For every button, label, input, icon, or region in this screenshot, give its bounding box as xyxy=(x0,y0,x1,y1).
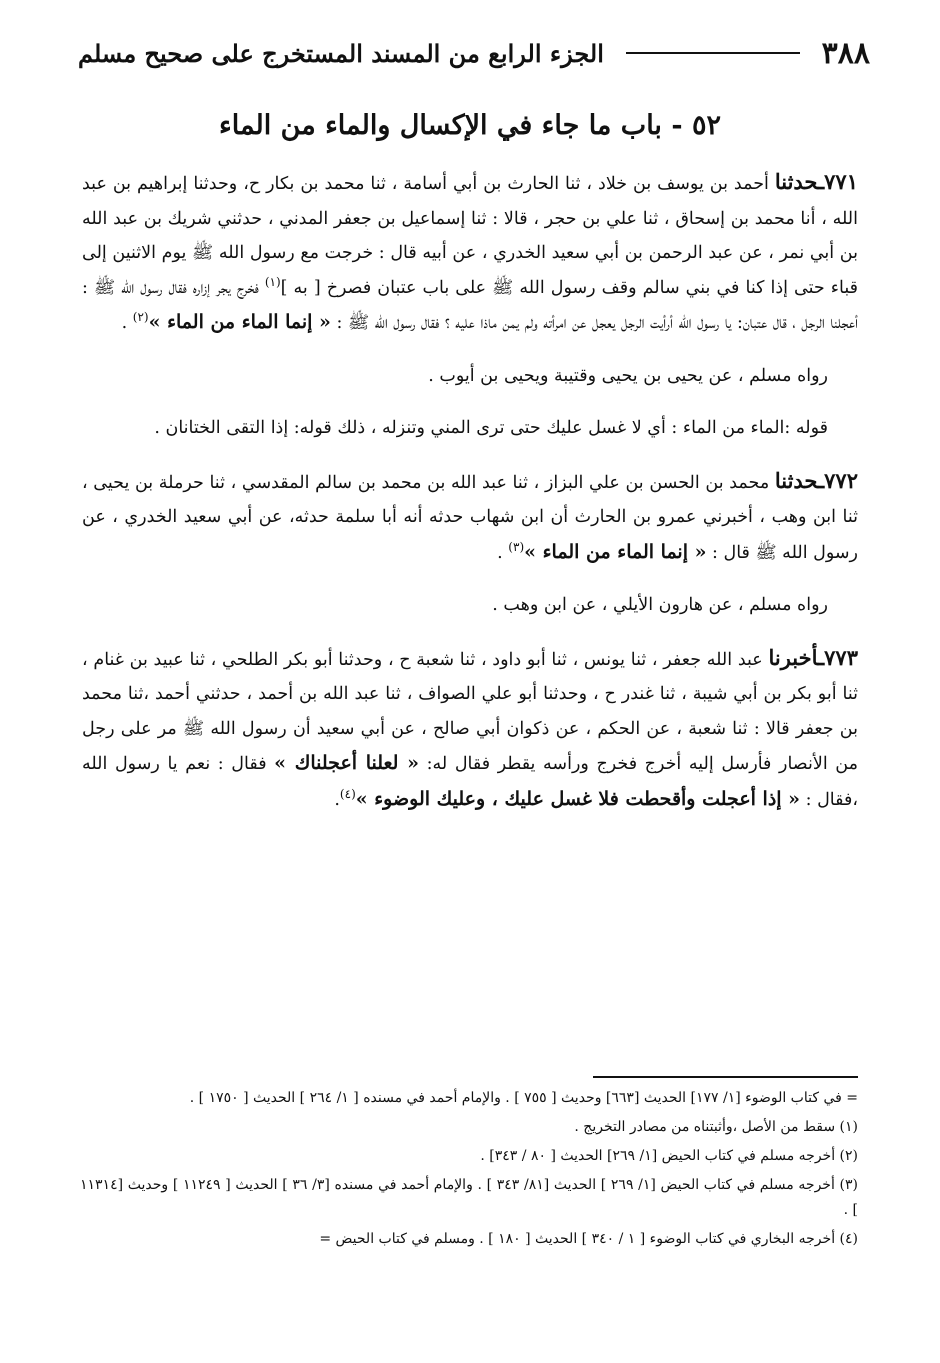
hadith-number: ٧٧٢ـ xyxy=(818,467,858,493)
footnote-4: (٤) أخرجه البخاري في كتاب الوضوء [ ١ / ٣٤٠ ] الحديث [ ١٨٠ ] . ومسلم في كتاب الحيض = xyxy=(319,1231,858,1247)
footnote-ref: (٢) xyxy=(132,310,149,325)
footnote-continued: = في كتاب الوضوء [١/ ١٧٧] الحديث [٦٦٣] وحديث [ ٧٥٥ ] . والإمام أحمد في مسنده [ ١/ ٢٦٤ ] الحديث [ ١٧٥٠ ] . xyxy=(189,1090,858,1106)
footnote-divider xyxy=(593,1076,858,1078)
hadith-773 xyxy=(82,641,858,818)
main-text xyxy=(82,165,858,817)
hadith-end: . xyxy=(121,313,133,333)
prophetic-quote: « لعلنا أعجلناك » xyxy=(274,752,420,774)
footnote-ref: (٣) xyxy=(508,539,525,554)
footnote-2: (٢) أخرجه مسلم في كتاب الحيض [١/ ٢٦٩] الحديث [ ٨٠ / ٣٤٣] . xyxy=(480,1148,858,1164)
narration-771: رواه مسلم ، عن يحيى بن يحيى وقتيبة ويحيى بن أيوب . xyxy=(428,365,828,386)
hadith-number: ٧٧١ـ xyxy=(818,169,858,194)
prophetic-quote: « إنما الماء من الماء » xyxy=(524,540,707,563)
page-header xyxy=(78,28,870,78)
page-number: ٣٨٨ xyxy=(821,35,870,71)
hadith-text: فقال : نعم يا رسول الله ،فقال : xyxy=(82,754,858,810)
prophetic-quote: « إذا أعجلت وأقحطت فلا غسل عليك ، وعليك الوضوء » xyxy=(355,787,801,810)
hadith-text: محمد بن الحسن بن علي البزاز ، ثنا عبد الله بن محمد بن سالم المقدسي ، ثنا حرملة بن يحيى ، ثنا ابن وهب ، أخبرني عمرو بن الحارث أن ابن شهاب حدثه أنه أبا سلمة حدثه، عن أبي سعيد الخدري ، عن رسول الله ﷺ قال : xyxy=(82,472,858,563)
prophetic-quote: « إنما الماء من الماء » xyxy=(148,311,331,333)
footnote-ref: (١) xyxy=(264,274,281,289)
hadith-lead-word: أخبرنا xyxy=(768,644,818,670)
chapter-title: ٥٢ - باب ما جاء في الإكسال والماء من الماء xyxy=(219,110,721,141)
narration-772: رواه مسلم ، عن هارون الأيلي ، عن ابن وهب . xyxy=(492,595,828,615)
hadith-end: . xyxy=(497,542,509,563)
hadith-number: ٧٧٣ـ xyxy=(818,644,858,670)
hadith-772 xyxy=(82,464,858,571)
footnotes xyxy=(80,1086,858,1256)
running-title: الجزء الرابع من المسند المستخرج على صحيح مسلم xyxy=(78,38,604,68)
hadith-lead-word: حدثنا xyxy=(774,169,818,194)
footnote-3: (٣) أخرجه مسلم في كتاب الحيض [١/ ٢٦٩ ] الحديث [٨١/ ٣٤٣ ] . والإمام أحمد في مسنده [٣/ ٣٦ ] الحديث [ ١١٢٤٩ ] وحديث [١١٣١٤ ] . xyxy=(80,1177,858,1218)
hadith-771 xyxy=(82,165,858,341)
hadith-end: . xyxy=(334,789,340,810)
commentary: قوله :الماء من الماء : أي لا غسل عليك حتى ترى المني وتنزله ، ذلك قوله: إذا التقى الختانان . xyxy=(154,418,828,438)
hadith-text: فخرج يجر إزاره فقال رسول الله ﷺ : أعجلنا الرجل ، قال عتبان: يا رسول الله أرأيت الرجل يعجل عن امرأته ولم يمن ماذا عليه ؟ فقال رسول الله ﷺ : xyxy=(82,277,858,333)
header-rule xyxy=(626,52,800,54)
footnote-ref: (٤) xyxy=(339,786,356,801)
footnote-1: (١) سقط من الأصل ،وأثبتناه من مصادر التخريج . xyxy=(574,1119,858,1135)
hadith-lead-word: حدثنا xyxy=(774,467,818,493)
hadith-text: عبد الله جعفر ، ثنا يونس ، ثنا أبو داود ، ثنا شعبة ح ، وحدثنا أبو بكر الطلحي ، ثنا عبيد بن غنام ، ثنا أبو بكر بن أبي شيبة ، ثنا غندر ح ، وحدثنا أبو علي الصواف ، ثنا عبد الله بن أحمد ، حدثني أحمد ،ثنا محمد بن جعفر قالا : ثنا شعبة ، عن الحكم ، عن ذكوان أبي صالح ، عن أبي سعيد أن رسول الله ﷺ مر على رجل من الأنصار فأرسل إليه أخرج فخرج ورأسه يقطر فقال له: xyxy=(82,649,858,774)
hadith-text: أحمد بن يوسف بن خلاد ، ثنا الحارث بن أبي أسامة ، ثنا محمد بن بكار ح، وحدثنا إبراهيم بن عبد الله ، أنا محمد بن إسحاق ، ثنا علي بن حجر ، قالا : ثنا إسماعيل بن جعفر المدني ، حدثني شريك بن عبد الله بن أبي نمر ، عن عبد الرحمن بن أبي سعيد الخدري ، عن أبيه قال : خرجت مع رسول الله ﷺ يوم الاثنين إلى قباء حتى إذا كنا في بني سالم وقف رسول الله ﷺ على باب عتبان فصرخ [ به ] xyxy=(82,174,858,298)
